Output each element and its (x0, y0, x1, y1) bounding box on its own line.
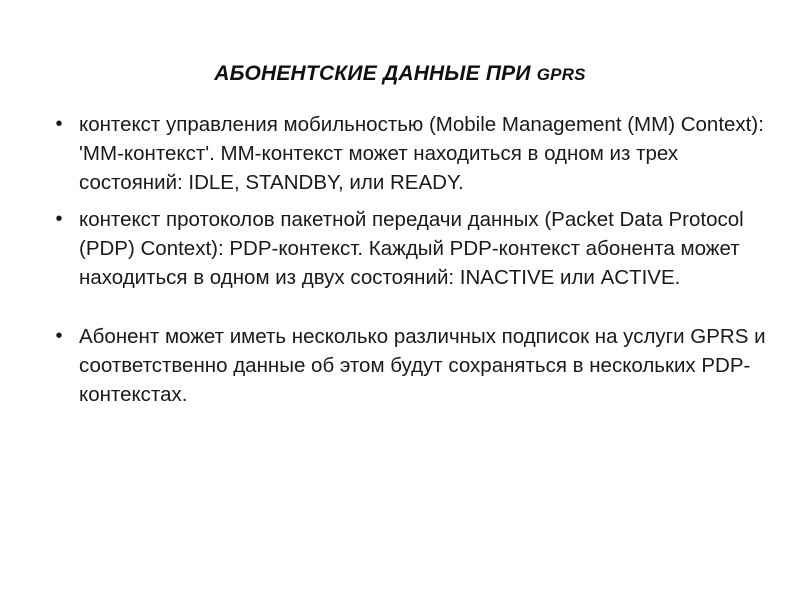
slide-title-acronym: GPRS (536, 65, 586, 84)
bullet-text: Абонент может иметь несколько различных подписок на услуги GPRS и соответственно данные об этом будут сохраняться в нескольких PDP-контекстах. (79, 325, 766, 406)
bullet-dot-icon: • (55, 325, 63, 347)
slide-title-main: АБОНЕНТСКИЕ ДАННЫЕ ПРИ (214, 62, 531, 85)
bullet-item-mm-context (52, 110, 772, 197)
bullet-list (52, 110, 772, 409)
bullet-dot-icon: • (55, 113, 63, 135)
bullet-text: контекст управления мобильностью (Mobile Management (MM) Context): 'ММ-контекст'. ММ-контекст может находиться в одном из трех состояний: IDLE, STANDBY, или READY. (79, 113, 764, 194)
bullet-text: контекст протоколов пакетной передачи данных (Packet Data Protocol (PDP) Context): PDP-контекст. Каждый PDP-контекст абонента может находиться в одном из двух состояний: INACTIVE или ACTIVE. (79, 208, 744, 289)
bullet-item-pdp-context (52, 205, 772, 292)
bullet-item-subscriptions (52, 322, 772, 409)
bullet-dot-icon: • (55, 208, 63, 230)
slide-title (0, 62, 800, 86)
